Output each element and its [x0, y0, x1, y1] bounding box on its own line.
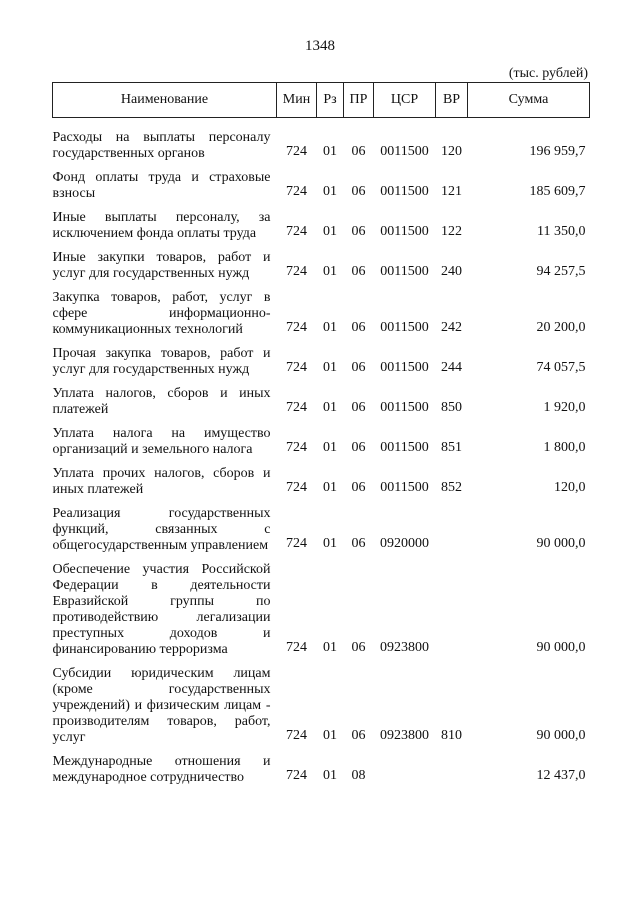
row-sum: 90 000,0 — [536, 728, 586, 743]
row-vr — [436, 558, 468, 662]
row-pr: 06 — [351, 440, 366, 455]
row-rz: 01 — [323, 184, 337, 199]
row-min: 724 — [286, 144, 307, 159]
row-csr: 0011500 — [380, 224, 429, 239]
row-name: Расходы на выплаты персоналу государственных органов — [52, 130, 271, 161]
row-csr: 0011500 — [380, 320, 429, 335]
row-name: Уплата налогов, сборов и иных платежей — [52, 386, 271, 417]
row-pr: 06 — [351, 320, 366, 335]
table-row — [53, 462, 590, 502]
row-pr: 06 — [351, 224, 366, 239]
header-vr: ВР — [436, 83, 468, 118]
row-min: 724 — [286, 440, 307, 455]
row-min: 724 — [286, 320, 307, 335]
row-name: Закупка товаров, работ, услуг в сфере информационно-коммуникационных технологий — [52, 290, 271, 337]
row-csr: 0923800 — [380, 640, 429, 655]
row-name: Фонд оплаты труда и страховые взносы — [52, 170, 271, 201]
row-rz: 01 — [323, 400, 337, 415]
row-rz: 01 — [323, 320, 337, 335]
row-rz: 01 — [323, 480, 337, 495]
table-row — [53, 206, 590, 246]
row-sum: 120,0 — [554, 480, 586, 495]
row-rz: 01 — [323, 440, 337, 455]
row-sum: 74 057,5 — [536, 360, 586, 375]
header-min: Мин — [277, 83, 317, 118]
table-row — [53, 166, 590, 206]
row-pr: 06 — [351, 360, 366, 375]
row-csr — [374, 750, 436, 790]
row-name: Иные выплаты персоналу, за исключением фонда оплаты труда — [52, 210, 271, 241]
row-rz: 01 — [323, 768, 337, 783]
row-rz: 01 — [323, 264, 337, 279]
header-sum: Сумма — [468, 83, 590, 118]
table-row — [53, 286, 590, 342]
table-row — [53, 662, 590, 750]
row-rz: 01 — [323, 360, 337, 375]
row-pr: 06 — [351, 144, 366, 159]
row-vr: 121 — [441, 184, 462, 199]
row-csr: 0011500 — [380, 144, 429, 159]
row-sum: 185 609,7 — [529, 184, 586, 199]
row-vr: 122 — [441, 224, 462, 239]
table-header-row — [53, 83, 590, 118]
row-pr: 06 — [351, 264, 366, 279]
row-rz: 01 — [323, 728, 337, 743]
row-name: Иные закупки товаров, работ и услуг для государственных нужд — [52, 250, 271, 281]
row-vr: 852 — [441, 480, 462, 495]
row-sum: 90 000,0 — [536, 536, 586, 551]
row-pr: 08 — [351, 768, 366, 783]
row-vr: 850 — [441, 400, 462, 415]
table-spacer — [53, 118, 590, 127]
row-vr: 242 — [441, 320, 462, 335]
row-csr: 0011500 — [380, 440, 429, 455]
row-min: 724 — [286, 264, 307, 279]
row-pr: 06 — [351, 640, 366, 655]
row-name: Уплата прочих налогов, сборов и иных платежей — [52, 466, 271, 497]
row-rz: 01 — [323, 144, 337, 159]
row-rz: 01 — [323, 224, 337, 239]
budget-table — [52, 82, 590, 790]
header-pr: ПР — [344, 83, 374, 118]
table-row — [53, 750, 590, 790]
row-pr: 06 — [351, 536, 366, 551]
row-csr: 0011500 — [380, 264, 429, 279]
row-name: Международные отношения и международное сотрудничество — [52, 754, 271, 785]
row-sum: 196 959,7 — [529, 144, 586, 159]
row-min: 724 — [286, 480, 307, 495]
row-csr: 0011500 — [380, 400, 429, 415]
row-pr: 06 — [351, 728, 366, 743]
row-csr: 0011500 — [380, 480, 429, 495]
row-min: 724 — [286, 768, 307, 783]
row-pr: 06 — [351, 400, 366, 415]
row-csr: 0011500 — [380, 184, 429, 199]
units-label: (тыс. рублей) — [508, 66, 588, 81]
row-sum: 1 800,0 — [543, 440, 586, 455]
table-row — [53, 246, 590, 286]
row-rz: 01 — [323, 640, 337, 655]
row-sum: 1 920,0 — [543, 400, 586, 415]
row-sum: 11 350,0 — [537, 224, 586, 239]
row-min: 724 — [286, 184, 307, 199]
row-min: 724 — [286, 224, 307, 239]
header-name: Наименование — [53, 83, 277, 118]
row-vr — [436, 750, 468, 790]
row-sum: 90 000,0 — [536, 640, 586, 655]
row-csr: 0011500 — [380, 360, 429, 375]
row-min: 724 — [286, 728, 307, 743]
row-vr: 810 — [441, 728, 462, 743]
page-number: 1348 — [305, 38, 335, 54]
row-min: 724 — [286, 360, 307, 375]
table-row — [53, 342, 590, 382]
row-sum: 94 257,5 — [536, 264, 586, 279]
table-row — [53, 126, 590, 166]
row-vr: 240 — [441, 264, 462, 279]
row-pr: 06 — [351, 480, 366, 495]
table-row — [53, 422, 590, 462]
table-body — [53, 118, 590, 791]
row-csr: 0920000 — [380, 536, 429, 551]
table-row — [53, 502, 590, 558]
row-vr: 120 — [441, 144, 462, 159]
row-sum: 20 200,0 — [536, 320, 586, 335]
row-sum: 12 437,0 — [536, 768, 586, 783]
row-name: Прочая закупка товаров, работ и услуг для государственных нужд — [52, 346, 271, 377]
row-name: Обеспечение участия Российской Федерации в деятельности Евразийской группы по противодействию легализации преступных доходов и финансированию терроризма — [52, 562, 271, 657]
table-row — [53, 382, 590, 422]
row-rz: 01 — [323, 536, 337, 551]
row-vr: 244 — [441, 360, 462, 375]
row-name: Уплата налога на имущество организаций и земельного налога — [52, 426, 271, 457]
row-vr: 851 — [441, 440, 462, 455]
row-min: 724 — [286, 400, 307, 415]
row-name: Субсидии юридическим лицам (кроме государственных учреждений) и физическим лицам - производителям товаров, работ, услуг — [52, 666, 271, 745]
row-name: Реализация государственных функций, связанных с общегосударственным управлением — [52, 506, 271, 553]
row-min: 724 — [286, 536, 307, 551]
header-csr: ЦСР — [374, 83, 436, 118]
row-vr — [436, 502, 468, 558]
header-rz: Рз — [317, 83, 344, 118]
row-min: 724 — [286, 640, 307, 655]
row-csr: 0923800 — [380, 728, 429, 743]
row-pr: 06 — [351, 184, 366, 199]
table-row — [53, 558, 590, 662]
